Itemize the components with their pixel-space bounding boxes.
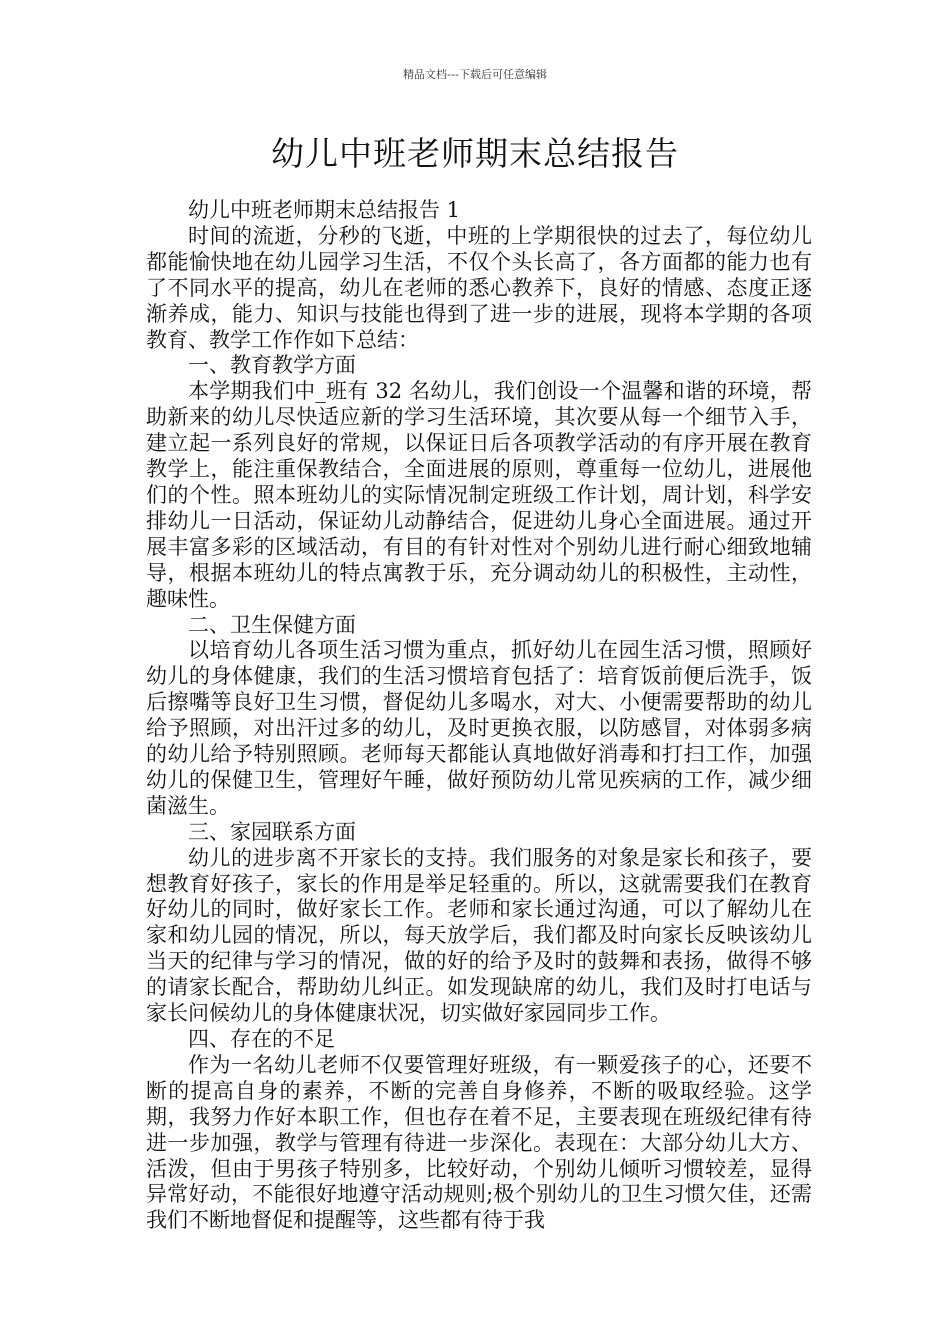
shortcomings-paragraph: 作为一名幼儿老师不仅要管理好班级，有一颗爱孩子的心，还要不断的提高自身的素养，不断的完善自身修养，不断的吸取经验。这学期，我努力作好本职工作，但也存在着不足，主要表现在班级纪律有待进一步加强，教学与管理有待进一步深化。表现在：大部分幼儿大方、活泼，但由于男孩子特别多，比较好动，个别幼儿倾听习惯较差，显得异常好动，不能很好地遵守活动规则;极个别幼儿的卫生习惯欠佳，还需我们不断地督促和提醒等，这些都有待于我 xyxy=(146,1052,812,1233)
header-note: 精品文档---下载后可任意编辑 xyxy=(403,68,547,81)
document-body xyxy=(146,198,812,1234)
section-heading-family: 三、家园联系方面 xyxy=(188,819,356,844)
section-heading-teaching: 一、教育教学方面 xyxy=(188,353,356,378)
family-paragraph: 幼儿的进步离不开家长的支持。我们服务的对象是家长和孩子，要想教育好孩子，家长的作用是举足轻重的。所以，这就需要我们在教育好幼儿的同时，做好家长工作。老师和家长通过沟通，可以了解幼儿在家和幼儿园的情况，所以，每天放学后，我们都及时向家长反映该幼儿当天的纪律与学习的情况，做的好的给予及时的鼓舞和表扬，做得不够的请家长配合，帮助幼儿纠正。如发现缺席的幼儿，我们及时打电话与家长问候幼儿的身体健康状况，切实做好家园同步工作。 xyxy=(146,845,812,1026)
report-subtitle: 幼儿中班老师期末总结报告 1 xyxy=(188,198,461,222)
section-heading-shortcomings: 四、存在的不足 xyxy=(188,1027,335,1051)
section-heading-health: 二、卫生保健方面 xyxy=(188,612,356,637)
teaching-paragraph: 本学期我们中_班有 32 名幼儿，我们创设一个温馨和谐的环境，帮助新来的幼儿尽快适应新的学习生活环境，其次要从每一个细节入手，建立起一系列良好的常规，以保证日后各项教学活动的有序开展在教育教学上，能注重保教结合，全面进展的原则，尊重每一位幼儿，进展他们的个性。照本班幼儿的实际情况制定班级工作计划，周计划，科学安排幼儿一日活动，保证幼儿动静结合，促进幼儿身心全面进展。通过开展丰富多彩的区域活动，有目的有针对性对个别幼儿进行耐心细致地辅导，根据本班幼儿的特点寓教于乐，充分调动幼儿的积极性，主动性，趣味性。 xyxy=(146,379,812,611)
health-paragraph: 以培育幼儿各项生活习惯为重点，抓好幼儿在园生活习惯，照顾好幼儿的身体健康，我们的生活习惯培育包括了：培育饭前便后洗手，饭后擦嘴等良好卫生习惯，督促幼儿多喝水，对大、小便需要帮助的幼儿给予照顾，对出汗过多的幼儿，及时更换衣服，以防感冒，对体弱多病的幼儿给予特别照顾。老师每天都能认真地做好消毒和打扫工作，加强幼儿的保健卫生，管理好午睡，做好预防幼儿常见疾病的工作，减少细菌滋生。 xyxy=(146,638,812,818)
document-title: 幼儿中班老师期末总结报告 xyxy=(271,134,679,173)
intro-paragraph: 时间的流逝，分秒的飞逝，中班的上学期很快的过去了，每位幼儿都能愉快地在幼儿园学习生活，不仅个头长高了，各方面都的能力也有了不同水平的提高，幼儿在老师的悉心教养下，良好的情感、态度正逐渐养成，能力、知识与技能也得到了进一步的进展，现将本学期的各项教育、教学工作作如下总结： xyxy=(146,223,812,352)
